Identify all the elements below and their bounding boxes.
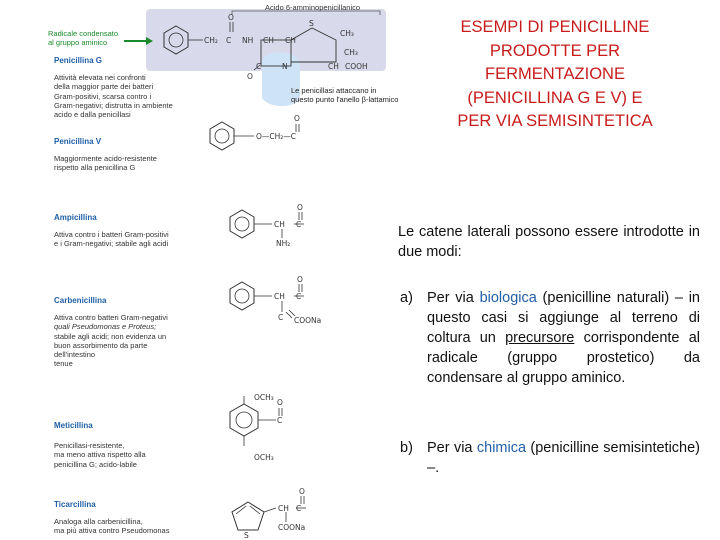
- radical-note-line1: Radicale condensato: [48, 29, 119, 38]
- title-line: FERMENTAZIONE: [485, 65, 625, 83]
- chem-o-ch2-v: O—CH₂—C: [256, 132, 297, 141]
- drug-desc: [54, 441, 189, 469]
- chem-ch-g3: CH: [328, 62, 339, 71]
- radical-note-line2: al gruppo aminico: [48, 38, 108, 47]
- item-marker: a): [400, 290, 413, 306]
- desc-line: Attività elevata nei confronti: [54, 73, 146, 82]
- drug-name: Meticillina: [54, 421, 93, 430]
- drug-desc: [54, 517, 189, 536]
- chem-ch-g1: CH: [263, 36, 274, 45]
- benzene-ring-v: [210, 122, 234, 150]
- title-line: PER VIA SEMISINTETICA: [457, 112, 653, 130]
- chem-c-g: C: [226, 36, 232, 45]
- drug-name: Penicillina G: [54, 56, 103, 65]
- benzene-ring-methicillin: [230, 404, 258, 436]
- desc-line: tenue: [54, 359, 73, 369]
- desc-line: Maggiormente acido-resistente: [54, 154, 157, 163]
- chem-o-tic: O: [299, 487, 305, 496]
- desc-line: e i Gram-negativi; stabile agli acidi: [54, 239, 169, 249]
- chem-o-meth: O: [277, 398, 283, 407]
- chem-ch3-g2: CH₃: [344, 48, 358, 57]
- drug-desc: [54, 230, 189, 249]
- chem-c-g2: C: [256, 62, 262, 71]
- item-text-part: corrispondente al radicale (gruppo prostetico) da condensare al gruppo aminico.: [427, 330, 700, 386]
- chem-o-g: O: [228, 13, 234, 22]
- desc-line: penicillina G; acido-labile: [54, 459, 137, 469]
- title-line: ESEMPI DI PENICILLINE: [460, 18, 650, 36]
- desc-line: stabile agli acidi; non evidenza un: [54, 331, 167, 341]
- underlined-word: precursore: [505, 330, 575, 346]
- item-text: [427, 438, 700, 478]
- chem-c-amp: C: [296, 220, 302, 229]
- title-line: (PENICILLINA G E V) E: [467, 88, 643, 107]
- chem-c-tic: C: [296, 504, 302, 513]
- desc-line: Gram-negativi; distrutta in ambiente: [54, 100, 173, 110]
- desc-line: Attiva contro i batteri Gram-positivi: [54, 230, 169, 239]
- drug-name: Carbenicillina: [54, 296, 107, 305]
- intro-paragraph: Le catene laterali possono essere introdotte in due modi:: [398, 224, 700, 260]
- callout-line1: Le penicillasi attaccano in: [291, 86, 377, 95]
- desc-line: Analoga alla carbenicillina,: [54, 517, 143, 526]
- drug-name: Penicillina V: [54, 137, 102, 146]
- chem-c-carb2: C: [278, 313, 284, 322]
- benzene-ring-ampicillin: [230, 210, 254, 238]
- drug-desc: [54, 73, 189, 119]
- chem-och3-meth1: OCH₃: [254, 393, 274, 402]
- chem-o-amp: O: [297, 203, 303, 212]
- highlight-word: chimica: [476, 440, 527, 456]
- highlight-word: biologica: [479, 290, 537, 306]
- desc-line: Penicillasi-resistente,: [54, 441, 125, 450]
- thiophene-ring: [232, 502, 264, 530]
- desc-line: ma meno attiva rispetto alla: [54, 450, 146, 460]
- item-text-part: (penicilline semisintetiche) –.: [427, 440, 700, 476]
- chem-o-carb: O: [297, 275, 303, 284]
- list-item-a: [398, 288, 700, 388]
- desc-line: acido e dalla penicillasi: [54, 110, 131, 120]
- chem-nh-g: NH: [242, 36, 254, 45]
- chem-ch3-g1: CH₃: [340, 29, 354, 38]
- chem-nh2-amp: NH₂: [276, 239, 291, 248]
- chem-n-g: N: [282, 62, 288, 71]
- desc-line: ma più attiva contro Pseudomonas: [54, 526, 170, 536]
- desc-line: buon assorbimento da parte dell'intestino: [54, 340, 148, 360]
- radical-note: [48, 29, 118, 47]
- item-text-part: Per via: [427, 440, 477, 456]
- callout-line2: questo punto l'anello β-lattamico: [291, 95, 399, 105]
- drug-desc: [54, 154, 189, 173]
- benzene-ring-carbenicillin: [230, 282, 254, 310]
- desc-line: Attiva contro batteri Gram-negativi: [54, 313, 168, 322]
- drug-name: Ampicillina: [54, 213, 97, 222]
- desc-line: quali Pseudomonas e Proteus;: [54, 322, 157, 332]
- penicillinase-callout: [291, 86, 406, 105]
- desc-line: della maggior parte dei batteri: [54, 82, 154, 92]
- chem-o-g2: O: [247, 72, 253, 81]
- chem-s-tic: S: [244, 531, 249, 540]
- chem-c-carb: C: [296, 292, 302, 301]
- chem-c-meth: C: [277, 416, 283, 425]
- desc-line: Gram-positivi, scarsa contro i: [54, 91, 152, 101]
- chem-o-v: O: [294, 114, 300, 123]
- chem-och3-meth2: OCH₃: [254, 453, 274, 462]
- chem-s-g: S: [309, 19, 314, 28]
- list-item-b: [398, 438, 700, 478]
- chem-ch2-g: CH₂: [204, 36, 218, 45]
- item-marker: b): [400, 440, 413, 456]
- item-text: [427, 288, 700, 388]
- chem-coona-carb: COONa: [294, 316, 322, 325]
- item-text-part: Per via: [427, 290, 480, 306]
- chem-ch-carb: CH: [274, 292, 285, 301]
- chem-cooh-g: COOH: [345, 62, 368, 71]
- item-text-part: (penicilline naturali) – in questo casi si aggiunge al terreno di coltura un: [427, 290, 700, 346]
- title-line: PRODOTTE PER: [489, 41, 621, 60]
- chem-ch-g2: CH: [285, 36, 296, 45]
- desc-line: rispetto alla penicillina G: [54, 163, 136, 173]
- slide-title: [440, 16, 670, 134]
- drug-desc: [54, 313, 189, 369]
- chem-ch-amp: CH: [274, 220, 285, 229]
- core-tag: Acido 6-amminopenicillanico: [265, 3, 361, 12]
- chem-ch-tic: CH: [278, 504, 289, 513]
- drug-name: Ticarcillina: [54, 500, 96, 509]
- chem-coona-tic: COONa: [278, 523, 306, 532]
